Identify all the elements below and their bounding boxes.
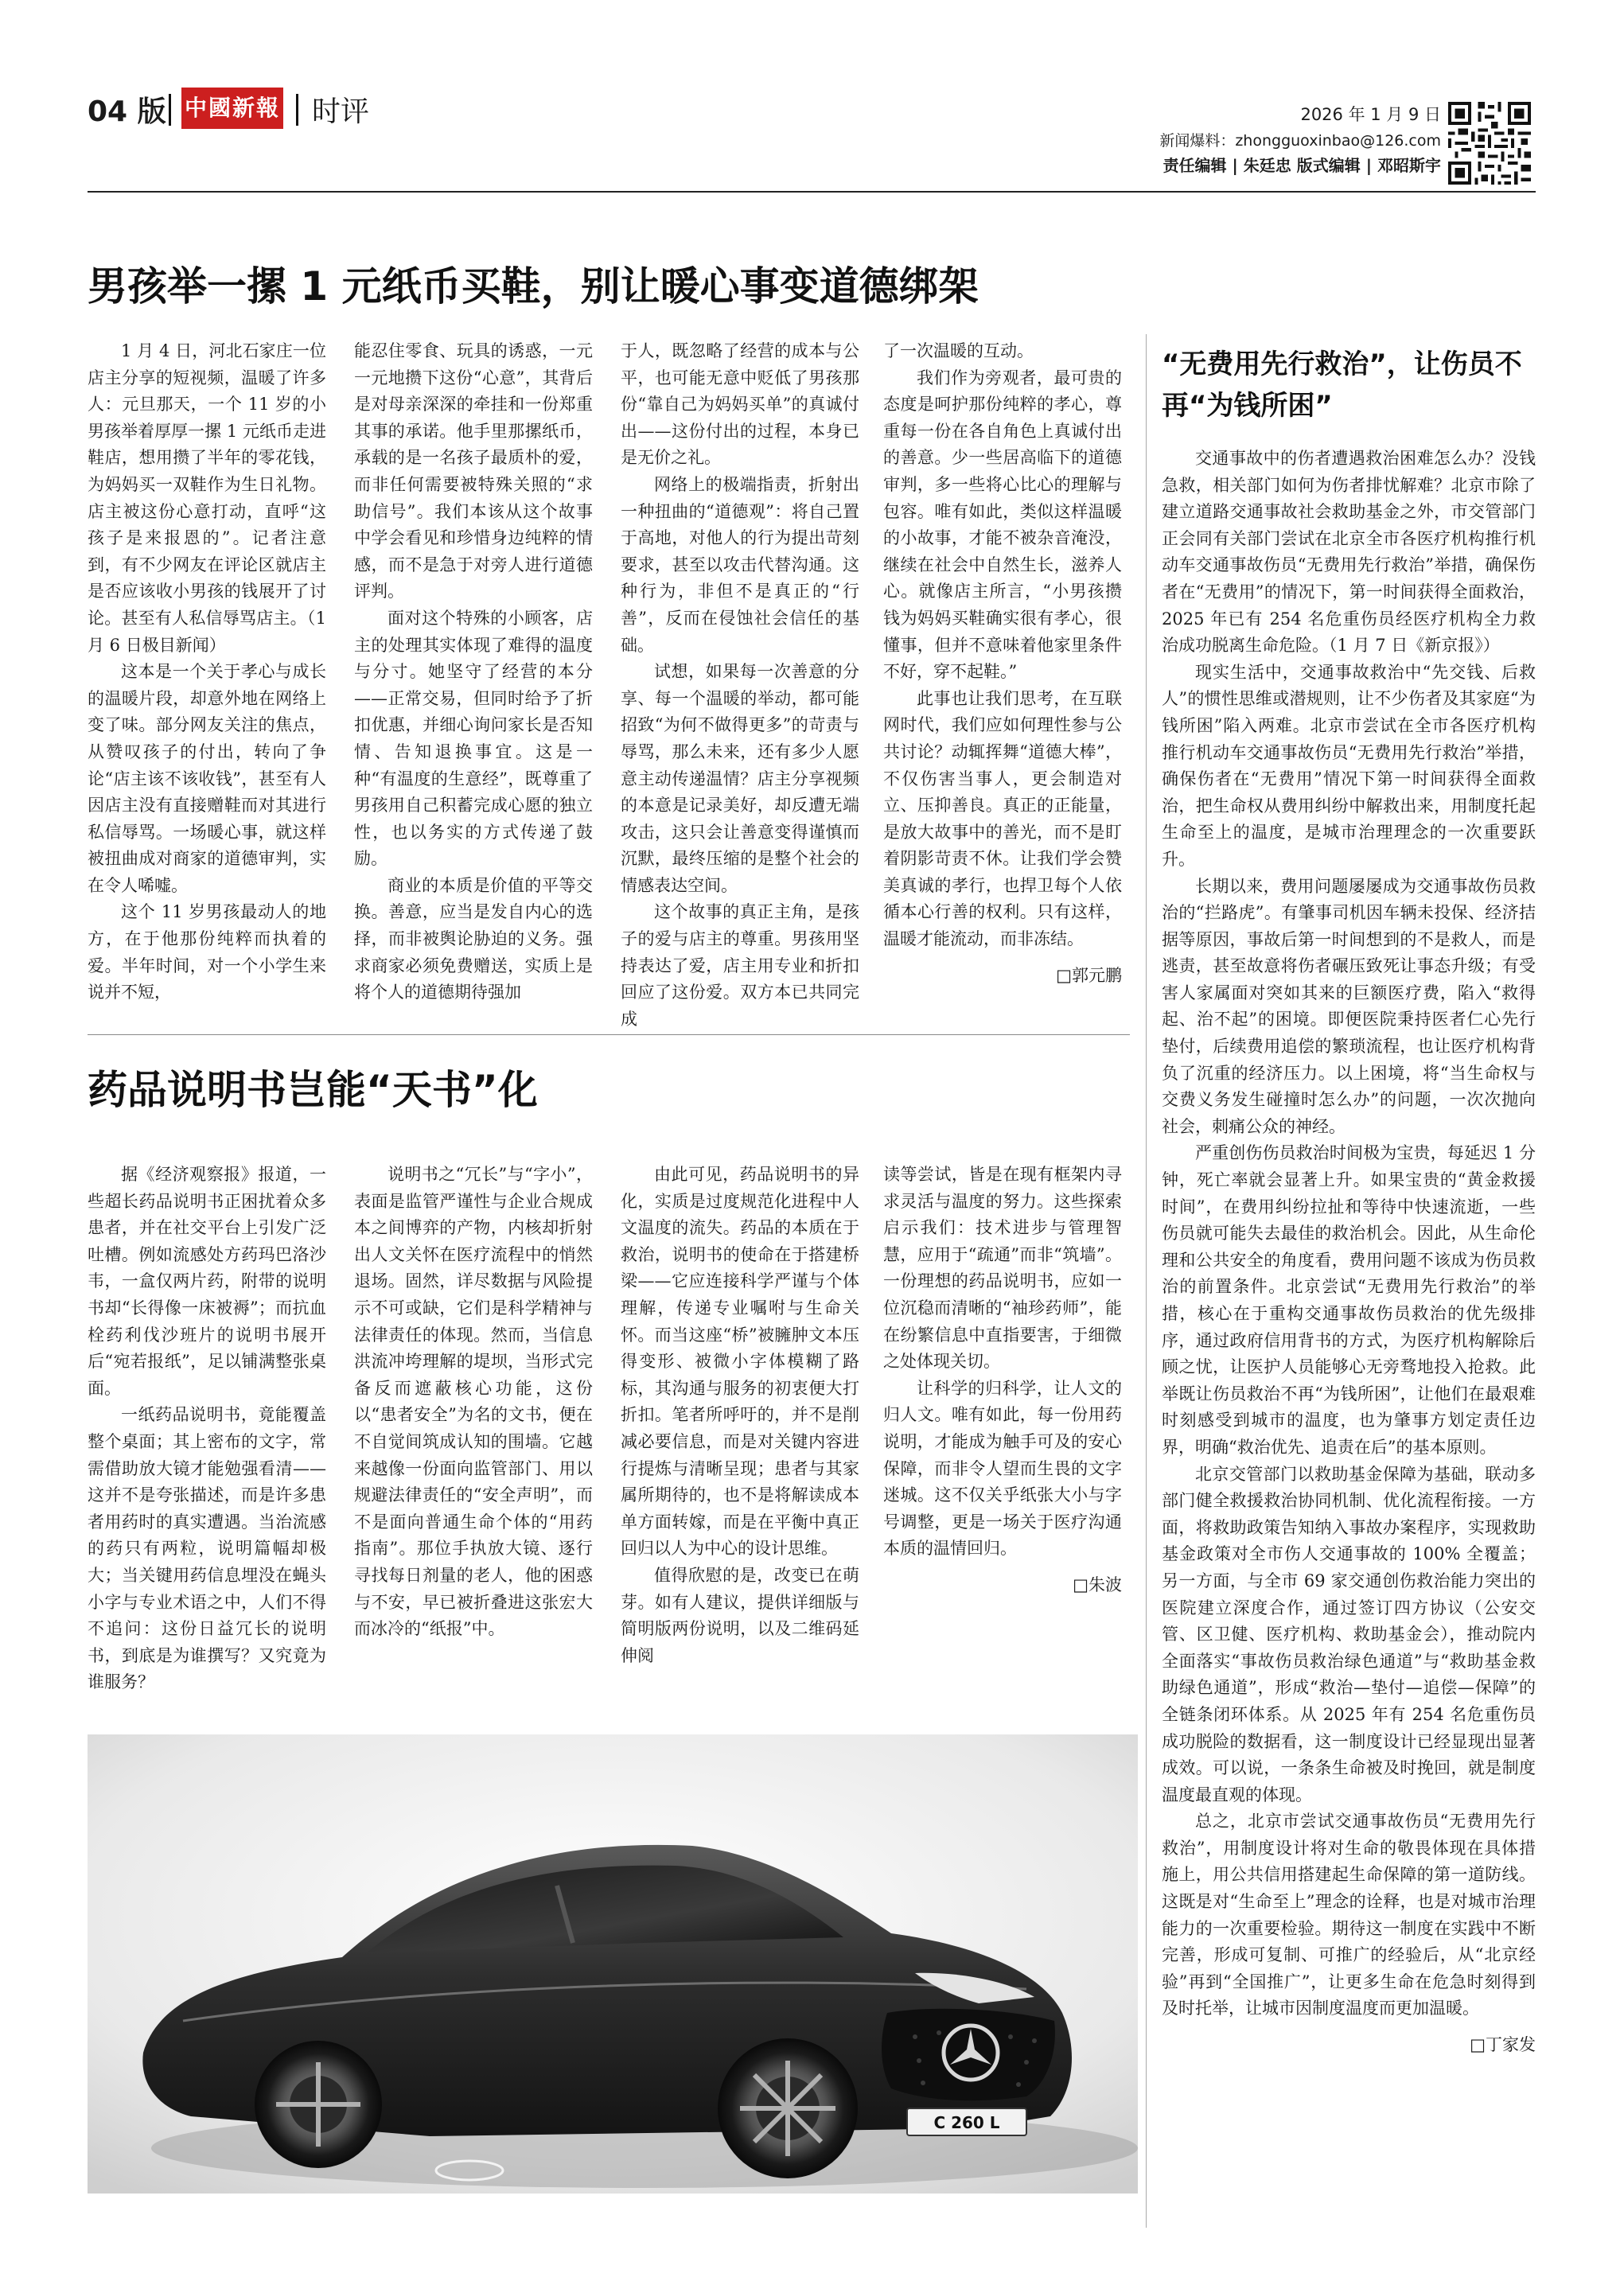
article-column <box>1162 446 1536 2059</box>
issue-date: 2026 年 1 月 9 日 <box>1300 105 1441 124</box>
article-column <box>88 1162 326 1696</box>
article-column <box>354 338 593 1006</box>
article-column <box>88 338 326 1006</box>
article-paragraph: 于人，既忽略了经营的成本与公平，也可能无意中贬低了男孩那份“靠自己为妈妈买单”的真诚付出——这份付出的过程，本身已是无价之礼。 <box>621 341 859 468</box>
newspaper-logo: 中國新報 <box>181 88 283 129</box>
article-headline: “无费用先行救治”，让伤员不再“为钱所困” <box>1162 348 1522 422</box>
article-paragraph: 现实生活中，交通事故救治中“先交钱、后救人”的惯性思维或潜规则，让不少伤者及其家庭“为钱所困”陷入两难。北京市尝试在全市各医疗机构推行机动车交通事故伤员“无费用先行救治”举措，确保伤者在“无费用”情况下第一时间获得全面救治，把生命权从费用纠纷中解救出来，用制度托起生命至上的温度，是城市治理理念的一次重要跃升。 <box>1162 662 1536 869</box>
article-paragraph: 试想，如果每一次善意的分享、每一个温暖的举动，都可能招致“为何不做得更多”的苛责与辱骂，那么未来，还有多少人愿意主动传递温情？店主分享视频的本意是记录美好，却反遭无端攻击，这只会让善意变得谨慎而沉默，最终压缩的是整个社会的情感表达空间。 <box>621 662 859 895</box>
article-paragraph: 商业的本质是价值的平等交换。善意，应当是发自内心的选择，而非被舆论胁迫的义务。强求商家必须免费赠送，实质上是将个人的道德期待强加 <box>354 875 593 1002</box>
article-paragraph: 这个 11 岁男孩最动人的地方，在于他那份纯粹而执着的爱。半年时间，对一个小学生来说并不短， <box>88 902 326 1002</box>
article-headline: 药品说明书岂能“天书”化 <box>88 1067 538 1113</box>
article-paragraph: 网络上的极端指责，折射出一种扭曲的“道德观”：将自己置于高地，对他人的行为提出苛刻要求，甚至以攻击代替沟通。这种行为，非但不是真正的“行善”，反而在侵蚀社会信任的基础。 <box>621 474 859 655</box>
license-plate: C 260 L <box>933 2113 1000 2132</box>
author-byline: □朱波 <box>1073 1575 1122 1594</box>
header-divider <box>169 94 171 126</box>
article-paragraph: 这本是一个关于孝心与成长的温暖片段，却意外地在网络上变了味。部分网友关注的焦点，从赞叹孩子的付出，转向了争论“店主该不该收钱”，甚至有人因店主没有直接赠鞋而对其进行私信辱骂。一场暖心事，就这样被扭曲成对商家的道德审判，实在令人唏嘘。 <box>88 662 326 895</box>
article-paragraph: 读等尝试，皆是在现有框架内寻求灵活与温度的努力。这些探索启示我们：技术进步与管理智慧，应用于“疏通”而非“筑墙”。一份理想的药品说明书，应如一位沉稳而清晰的“袖珍药师”，能在纷繁信息中直指要害，于细微之处体现关切。 <box>883 1165 1122 1372</box>
article-paragraph: 长期以来，费用问题屡屡成为交通事故伤员救治的“拦路虎”。有肇事司机因车辆未投保、经济拮据等原因，事故后第一时间想到的不是救人，而是逃责，甚至故意将伤者碾压致死让事态升级；有受害人家属面对突如其来的巨额医疗费，陷入“救得起、治不起”的困境。即便医院秉持医者仁心先行垫付，后续费用追偿的繁琐流程，也让医疗机构背负了沉重的经济压力。以上困境，将“当生命权与交费义务发生碰撞时怎么办”的问题，一次次抛向社会，刺痛公众的神经。 <box>1162 876 1536 1136</box>
qr-code-icon <box>1448 102 1531 185</box>
author-byline: □丁家发 <box>1470 2035 1536 2055</box>
article-headline: 男孩举一摞 1 元纸币买鞋，别让暖心事变道德绑架 <box>88 263 979 309</box>
article-paragraph: 据《经济观察报》报道，一些超长药品说明书正困扰着众多患者，并在社交平台上引发广泛吐槽。例如流感处方药玛巴洛沙韦，一盒仅两片药，附带的说明书却“长得像一床被褥”；而抗血栓药利伐沙班片的说明书展开后“宛若报纸”，足以铺满整张桌面。 <box>88 1165 326 1398</box>
car-advertisement-photo <box>88 1734 1138 2194</box>
column-divider <box>1146 334 1147 2228</box>
article-paragraph: 1 月 4 日，河北石家庄一位店主分享的短视频，温暖了许多人：元旦那天，一个 11 岁的小男孩举着厚厚一摞 1 元纸币走进鞋店，想用攒了半年的零花钱，为妈妈买一双鞋作为生日礼物。店主被这份心意打动，直呼“这孩子是来报恩的”。记者注意到，有不少网友在评论区就店主是否应该收小男孩的钱展开了讨论。甚至有人私信辱骂店主。（1 月 6 日极目新闻） <box>88 341 326 655</box>
article-paragraph: 一纸药品说明书，竟能覆盖整个桌面；其上密布的文字，常需借助放大镜才能勉强看清——这并不是夸张描述，而是许多患者用药时的真实遭遇。当治流感的药只有两粒，说明篇幅却极大；当关键用药信息埋没在蝇头小字与专业术语之中，人们不得不追问：这份日益冗长的说明书，到底是为谁撰写？又究竟为谁服务？ <box>88 1405 326 1692</box>
article-paragraph: 能忍住零食、玩具的诱惑，一元一元地攒下这份“心意”，其背后是对母亲深深的牵挂和一份郑重其事的承诺。他手里那摞纸币，承载的是一名孩子最质朴的爱，而非任何需要被特殊关照的“求助信号”。我们本该从这个故事中学会看见和珍惜身边纯粹的情感，而不是急于对旁人进行道德评判。 <box>354 341 593 601</box>
article-paragraph: 总之，北京市尝试交通事故伤员“无费用先行救治”，用制度设计将对生命的敬畏体现在具体措施上，用公共信用搭建起生命保障的第一道防线。这既是对“生命至上”理念的诠释，也是对城市治理能力的一次重要检验。期待这一制度在实践中不断完善，形成可复制、可推广的经验后，从“北京经验”再到“全国推广”，让更多生命在危急时刻得到及时托举，让城市因制度温度而更加温暖。 <box>1162 1812 1536 2018</box>
author-byline: □郭元鹏 <box>1056 965 1122 985</box>
page-number: 04 版 <box>88 95 166 128</box>
news-tip-email: 新闻爆料：zhongguoxinbao@126.com <box>1159 132 1441 150</box>
section-divider <box>88 1034 1130 1035</box>
article-paragraph: 了一次温暖的互动。 <box>883 341 1034 360</box>
article-paragraph: 此事也让我们思考，在互联网时代，我们应如何理性参与公共讨论？动辄挥舞“道德大棒”，不仅伤害当事人，更会制造对立、压抑善良。真正的正能量，是放大故事中的善光，而不是盯着阴影苛责不休。让我们学会赞美真诚的孝行，也捍卫每个人依循本心行善的权利。只有这样，温暖才能流动，而非冻结。 <box>883 688 1122 949</box>
article-paragraph: 北京交管部门以救助基金保障为基础，联动多部门健全救援救治协同机制、优化流程衔接。一方面，将救助政策告知纳入事故办案程序，实现救助基金政策对全市伤人交通事故的 100% 全覆盖；另一方面，与全市 69 家交通创伤救治能力突出的医院建立深度合作，通过签订四方协议（公安交管、区卫健、医疗机构、救助基金会），推动院内全面落实“事故伤员救治绿色通道”与“救助基金救助绿色通道”，形成“救治—垫付—追偿—保障”的全链条闭环体系。从 2025 年有 254 名危重伤员成功脱险的数据看，这一制度设计已经显现出显著成效。可以说，一条条生命被及时挽回，就是制度温度最直观的体现。 <box>1162 1464 1536 1804</box>
header-divider <box>296 94 298 126</box>
editors-line: 责任编辑 | 朱廷忠 版式编辑 | 邓昭斯宇 <box>1163 156 1441 175</box>
article-column <box>621 1162 859 1669</box>
article-paragraph: 面对这个特殊的小顾客，店主的处理其实体现了难得的温度与分寸。她坚守了经营的本分——正常交易，但同时给予了折扣优惠，并细心询问家长是否知情、告知退换事宜。这是一种“有温度的生意经”，既尊重了男孩用自己积蓄完成心愿的独立性，也以务实的方式传递了鼓励。 <box>354 608 593 869</box>
header-rule <box>88 191 1536 193</box>
article-paragraph: 这个故事的真正主角，是孩子的爱与店主的尊重。男孩用坚持表达了爱，店主用专业和折扣回应了这份爱。双方本已共同完成 <box>621 902 859 1029</box>
section-title: 时评 <box>312 95 370 128</box>
car-image <box>88 1734 1138 2194</box>
article-paragraph: 由此可见，药品说明书的异化，实质是过度规范化进程中人文温度的流失。药品的本质在于救治，说明书的使命在于搭建桥梁——它应连接科学严谨与个体理解，传递专业嘱咐与生命关怀。而当这座“桥”被臃肿文本压得变形、被微小字体模糊了路标，其沟通与服务的初衷便大打折扣。笔者所呼吁的，并不是削减必要信息，而是对关键内容进行提炼与清晰呈现；患者与其家属所期待的，也不是将解读成本单方面转嫁，而是在平衡中真正回归以人为中心的设计思维。 <box>621 1165 859 1559</box>
article-column <box>354 1162 593 1643</box>
article-column <box>883 1162 1122 1599</box>
article-paragraph: 交通事故中的伤者遭遇救治困难怎么办？没钱急救，相关部门如何为伤者排忧解难？北京市除了建立道路交通事故社会救助基金之外，市交管部门正会同有关部门尝试在北京全市各医疗机构推行机动车交通事故伤员“无费用先行救治”举措，确保伤者在“无费用”的情况下，第一时间获得全面救治，2025 年已有 254 名危重伤员经医疗机构全力救治成功脱离生命危险。（1 月 7 日《新京报》） <box>1162 449 1536 656</box>
article-paragraph: 我们作为旁观者，最可贵的态度是呵护那份纯粹的孝心，尊重每一份在各自角色上真诚付出的善意。少一些居高临下的道德审判，多一些将心比心的理解与包容。唯有如此，类似这样温暖的小故事，才能不被杂音淹没，继续在社会中自然生长，滋养人心。就像店主所言，“小男孩攒钱为妈妈买鞋确实很有孝心，很懂事，但并不意味着他家里条件不好，穿不起鞋。” <box>883 368 1122 682</box>
article-paragraph: 说明书之“冗长”与“字小”，表面是监管严谨性与企业合规成本之间博弈的产物，内核却折射出人文关怀在医疗流程中的悄然退场。固然，详尽数据与风险提示不可或缺，它们是科学精神与法律责任的体现。然而，当信息洪流冲垮理解的堤坝，当形式完备反而遮蔽核心功能，这份以“患者安全”为名的文书，便在不自觉间筑成认知的围墙。它越来越像一份面向监管部门、用以规避法律责任的“安全声明”，而不是面向普通生命个体的“用药指南”。那位手执放大镜、逐行寻找每日剂量的老人，他的困惑与不安，早已被折叠进这张宏大而冰冷的“纸报”中。 <box>354 1165 593 1639</box>
article-paragraph: 值得欣慰的是，改变已在萌芽。如有人建议，提供详细版与简明版两份说明，以及二维码延伸阅 <box>621 1565 859 1665</box>
article-column <box>621 338 859 1033</box>
article-paragraph: 让科学的归科学，让人文的归人文。唯有如此，每一份用药说明，才能成为触手可及的安心保障，而非令人望而生畏的文字迷城。这不仅关乎纸张大小与字号调整，更是一场关于医疗沟通本质的温情回归。 <box>883 1378 1122 1559</box>
article-paragraph: 严重创伤伤员救治时间极为宝贵，每延迟 1 分钟，死亡率就会显著上升。如果宝贵的“黄金救援时间”，在费用纠纷拉扯和等待中快速流逝，一些伤员就可能失去最佳的救治机会。因此，从生命伦理和公共安全的角度看，费用问题不该成为伤员救治的前置条件。北京尝试“无费用先行救治”的举措，核心在于重构交通事故伤员救治的优先级排序，通过政府信用背书的方式，为医疗机构解除后顾之忧，让医护人员能够心无旁骛地投入抢救。此举既让伤员救治不再“为钱所困”，让他们在最艰难时刻感受到城市的温度，也为肇事方划定责任边界，明确“救治优先、追责在后”的基本原则。 <box>1162 1143 1536 1457</box>
article-column <box>883 338 1122 989</box>
